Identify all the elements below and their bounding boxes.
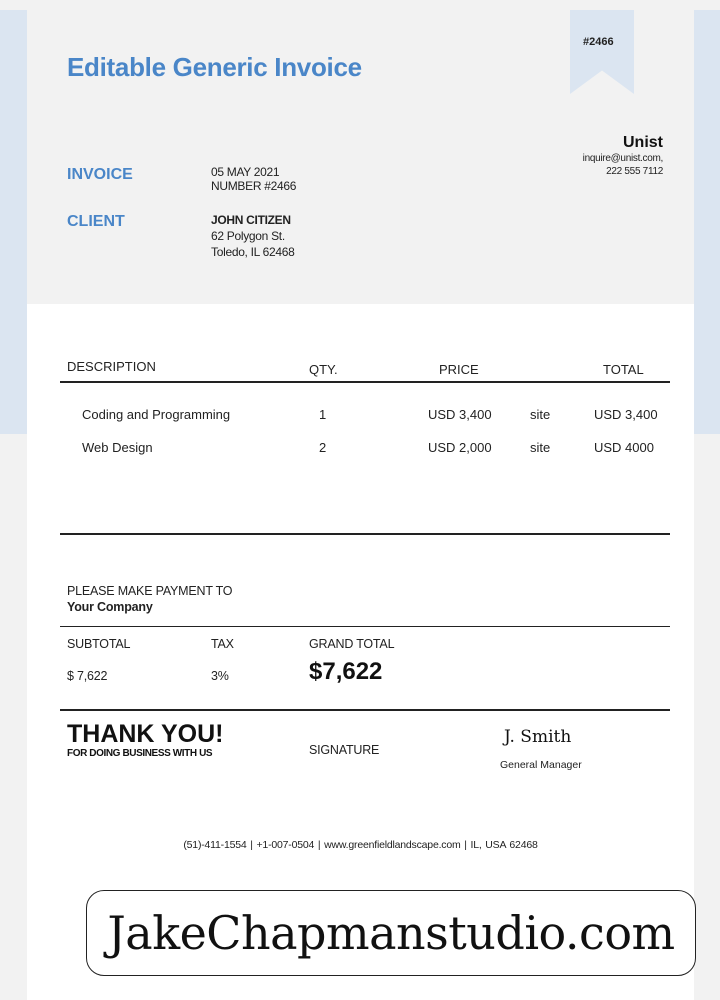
signer-role: General Manager bbox=[500, 759, 582, 771]
row-unit: site bbox=[530, 407, 551, 422]
invoice-label: INVOICE bbox=[67, 166, 133, 183]
signature-label: SIGNATURE bbox=[309, 743, 380, 757]
company-block bbox=[583, 134, 663, 178]
row-description: Web Design bbox=[82, 440, 153, 455]
payment-label: PLEASE MAKE PAYMENT TO bbox=[67, 584, 233, 598]
invoice-date: 05 MAY 2021 bbox=[211, 165, 280, 179]
totals-divider bbox=[60, 709, 670, 711]
invoice-meta bbox=[211, 165, 296, 193]
tax-value: 3% bbox=[211, 669, 229, 683]
row-description: Coding and Programming bbox=[82, 407, 231, 422]
grand-total-value: $7,622 bbox=[309, 658, 383, 685]
thank-you-subtext: FOR DOING BUSINESS WITH US bbox=[67, 748, 213, 759]
row-qty: 1 bbox=[319, 407, 327, 422]
thank-you-heading: THANK YOU! bbox=[67, 720, 224, 748]
thank-you-block bbox=[67, 720, 223, 759]
grand-total-label: GRAND TOTAL bbox=[309, 637, 395, 651]
client-label: CLIENT bbox=[67, 213, 125, 230]
footer-contact: (51)-411-1554 | +1-007-0504 | www.greenfieldlandscape.com | IL, USA 62468 bbox=[183, 839, 538, 851]
row-total: USD 3,400 bbox=[594, 407, 658, 422]
client-name: JOHN CITIZEN bbox=[211, 213, 291, 227]
column-header-description: DESCRIPTION bbox=[67, 359, 156, 374]
company-name: Unist bbox=[623, 134, 663, 151]
table-header-divider bbox=[60, 381, 670, 383]
subtotal-value: $ 7,622 bbox=[67, 669, 108, 683]
invoice-page bbox=[27, 10, 694, 1000]
ribbon-number: #2466 bbox=[583, 36, 614, 48]
signer-name: J. Smith bbox=[504, 727, 572, 747]
items-end-divider bbox=[60, 533, 670, 535]
company-email: inquire@unist.com, bbox=[582, 153, 663, 164]
company-phone: 222 555 7112 bbox=[606, 166, 663, 177]
row-unit: site bbox=[530, 440, 551, 455]
row-total: USD 4000 bbox=[594, 440, 654, 455]
invoice-number: NUMBER #2466 bbox=[211, 179, 297, 193]
column-header-qty: QTY. bbox=[309, 362, 338, 377]
client-city: Toledo, IL 62468 bbox=[211, 245, 295, 259]
payment-divider bbox=[60, 626, 670, 627]
payee-name: Your Company bbox=[67, 600, 153, 614]
client-street: 62 Polygon St. bbox=[211, 229, 285, 243]
page-title: Editable Generic Invoice bbox=[67, 52, 362, 82]
row-price: USD 3,400 bbox=[428, 407, 492, 422]
column-header-total: TOTAL bbox=[603, 362, 644, 377]
client-info bbox=[211, 212, 295, 260]
subtotal-label: SUBTOTAL bbox=[67, 637, 131, 651]
row-qty: 2 bbox=[319, 440, 327, 455]
tax-label: TAX bbox=[211, 637, 234, 651]
row-price: USD 2,000 bbox=[428, 440, 492, 455]
watermark-banner: JakeChapmanstudio.com bbox=[86, 890, 696, 976]
column-header-price: PRICE bbox=[439, 362, 479, 377]
